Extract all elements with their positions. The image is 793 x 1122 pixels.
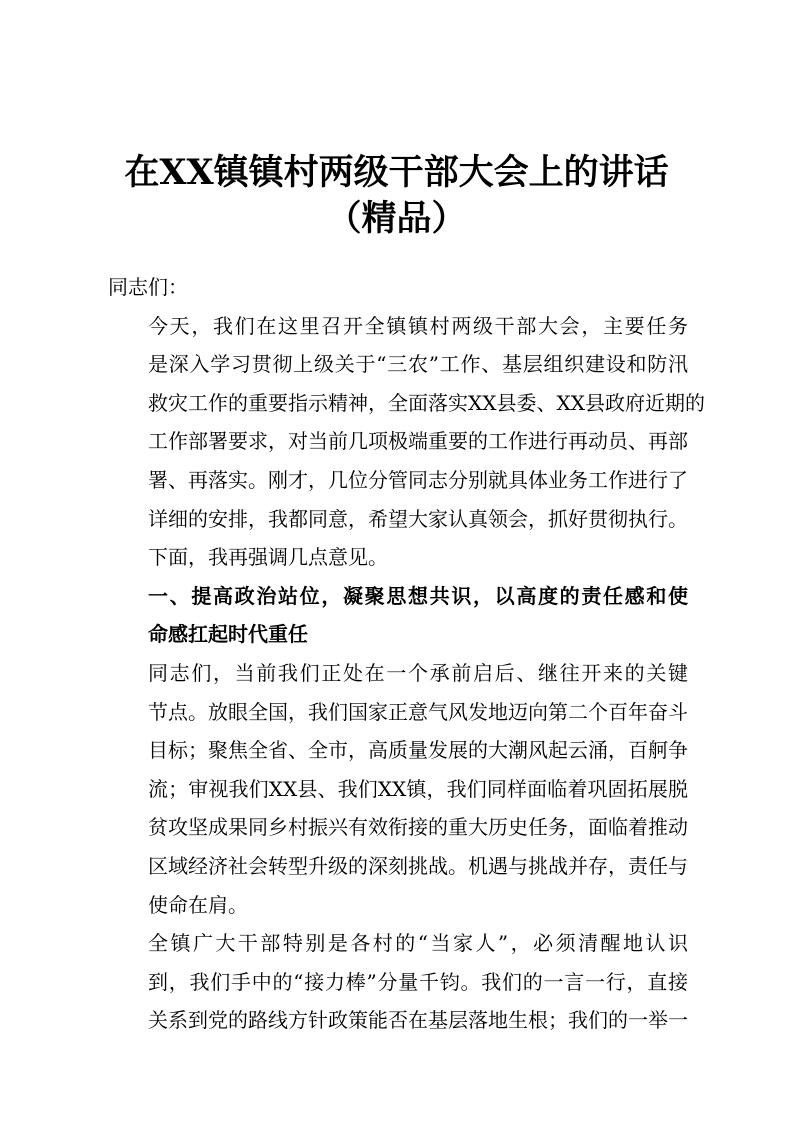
- text-line: 关系到党的路线方针政策能否在基层落地生根；我们的一举一: [148, 1008, 688, 1033]
- paragraph-responsibility: [108, 924, 688, 1040]
- text-line: 署、再落实。刚才，几位分管同志分别就具体业务工作进行了: [148, 467, 688, 492]
- document-title: [60, 150, 733, 242]
- text-line: 使命在肩。: [148, 892, 248, 917]
- salutation: 同志们：: [108, 275, 188, 299]
- text-line: 目标；聚焦全省、全市，高质量发展的大潮风起云涌，百舸争: [148, 738, 688, 763]
- text-line: 救灾工作的重要指示精神，全面落实XX县委、XX县政府近期的: [148, 390, 705, 415]
- text-line: 今天，我们在这里召开全镇镇村两级干部大会，主要任务: [148, 313, 688, 338]
- text-line: 区域经济社会转型升级的深刻挑战。机遇与挑战并存，责任与: [148, 853, 688, 878]
- paragraph-context: [108, 654, 688, 924]
- title-line-2: （精品）: [326, 198, 467, 239]
- text-line: 是深入学习贯彻上级关于“三农”工作、基层组织建设和防汛: [148, 352, 688, 377]
- title-line-1: 在XX镇镇村两级干部大会上的讲话: [124, 152, 669, 193]
- text-line: 详细的安排，我都同意，希望大家认真领会，抓好贯彻执行。: [148, 506, 688, 531]
- text-line: 同志们，当前我们正处在一个承前启后、继往开来的关键: [148, 660, 688, 685]
- heading-line: 一、提高政治站位，凝聚思想共识，以高度的责任感和使: [148, 583, 688, 608]
- text-line: 流；审视我们XX县、我们XX镇，我们同样面临着巩固拓展脱: [148, 776, 688, 801]
- text-line: 工作部署要求，对当前几项极端重要的工作进行再动员、再部: [148, 429, 688, 454]
- text-line: 到，我们手中的“接力棒”分量千钧。我们的一言一行，直接: [148, 969, 688, 994]
- document-body: [108, 268, 705, 1040]
- section-heading-1: [108, 577, 688, 654]
- text-line: 贫攻坚成果同乡村振兴有效衔接的重大历史任务，面临着推动: [148, 815, 688, 840]
- text-line: 节点。放眼全国，我们国家正意气风发地迈向第二个百年奋斗: [148, 699, 688, 724]
- heading-line: 命感扛起时代重任: [148, 622, 308, 647]
- text-line: 全镇广大干部特别是各村的“当家人”，必须清醒地认识: [148, 931, 688, 956]
- paragraph-intro: [108, 307, 705, 577]
- text-line: 下面，我再强调几点意见。: [148, 545, 388, 570]
